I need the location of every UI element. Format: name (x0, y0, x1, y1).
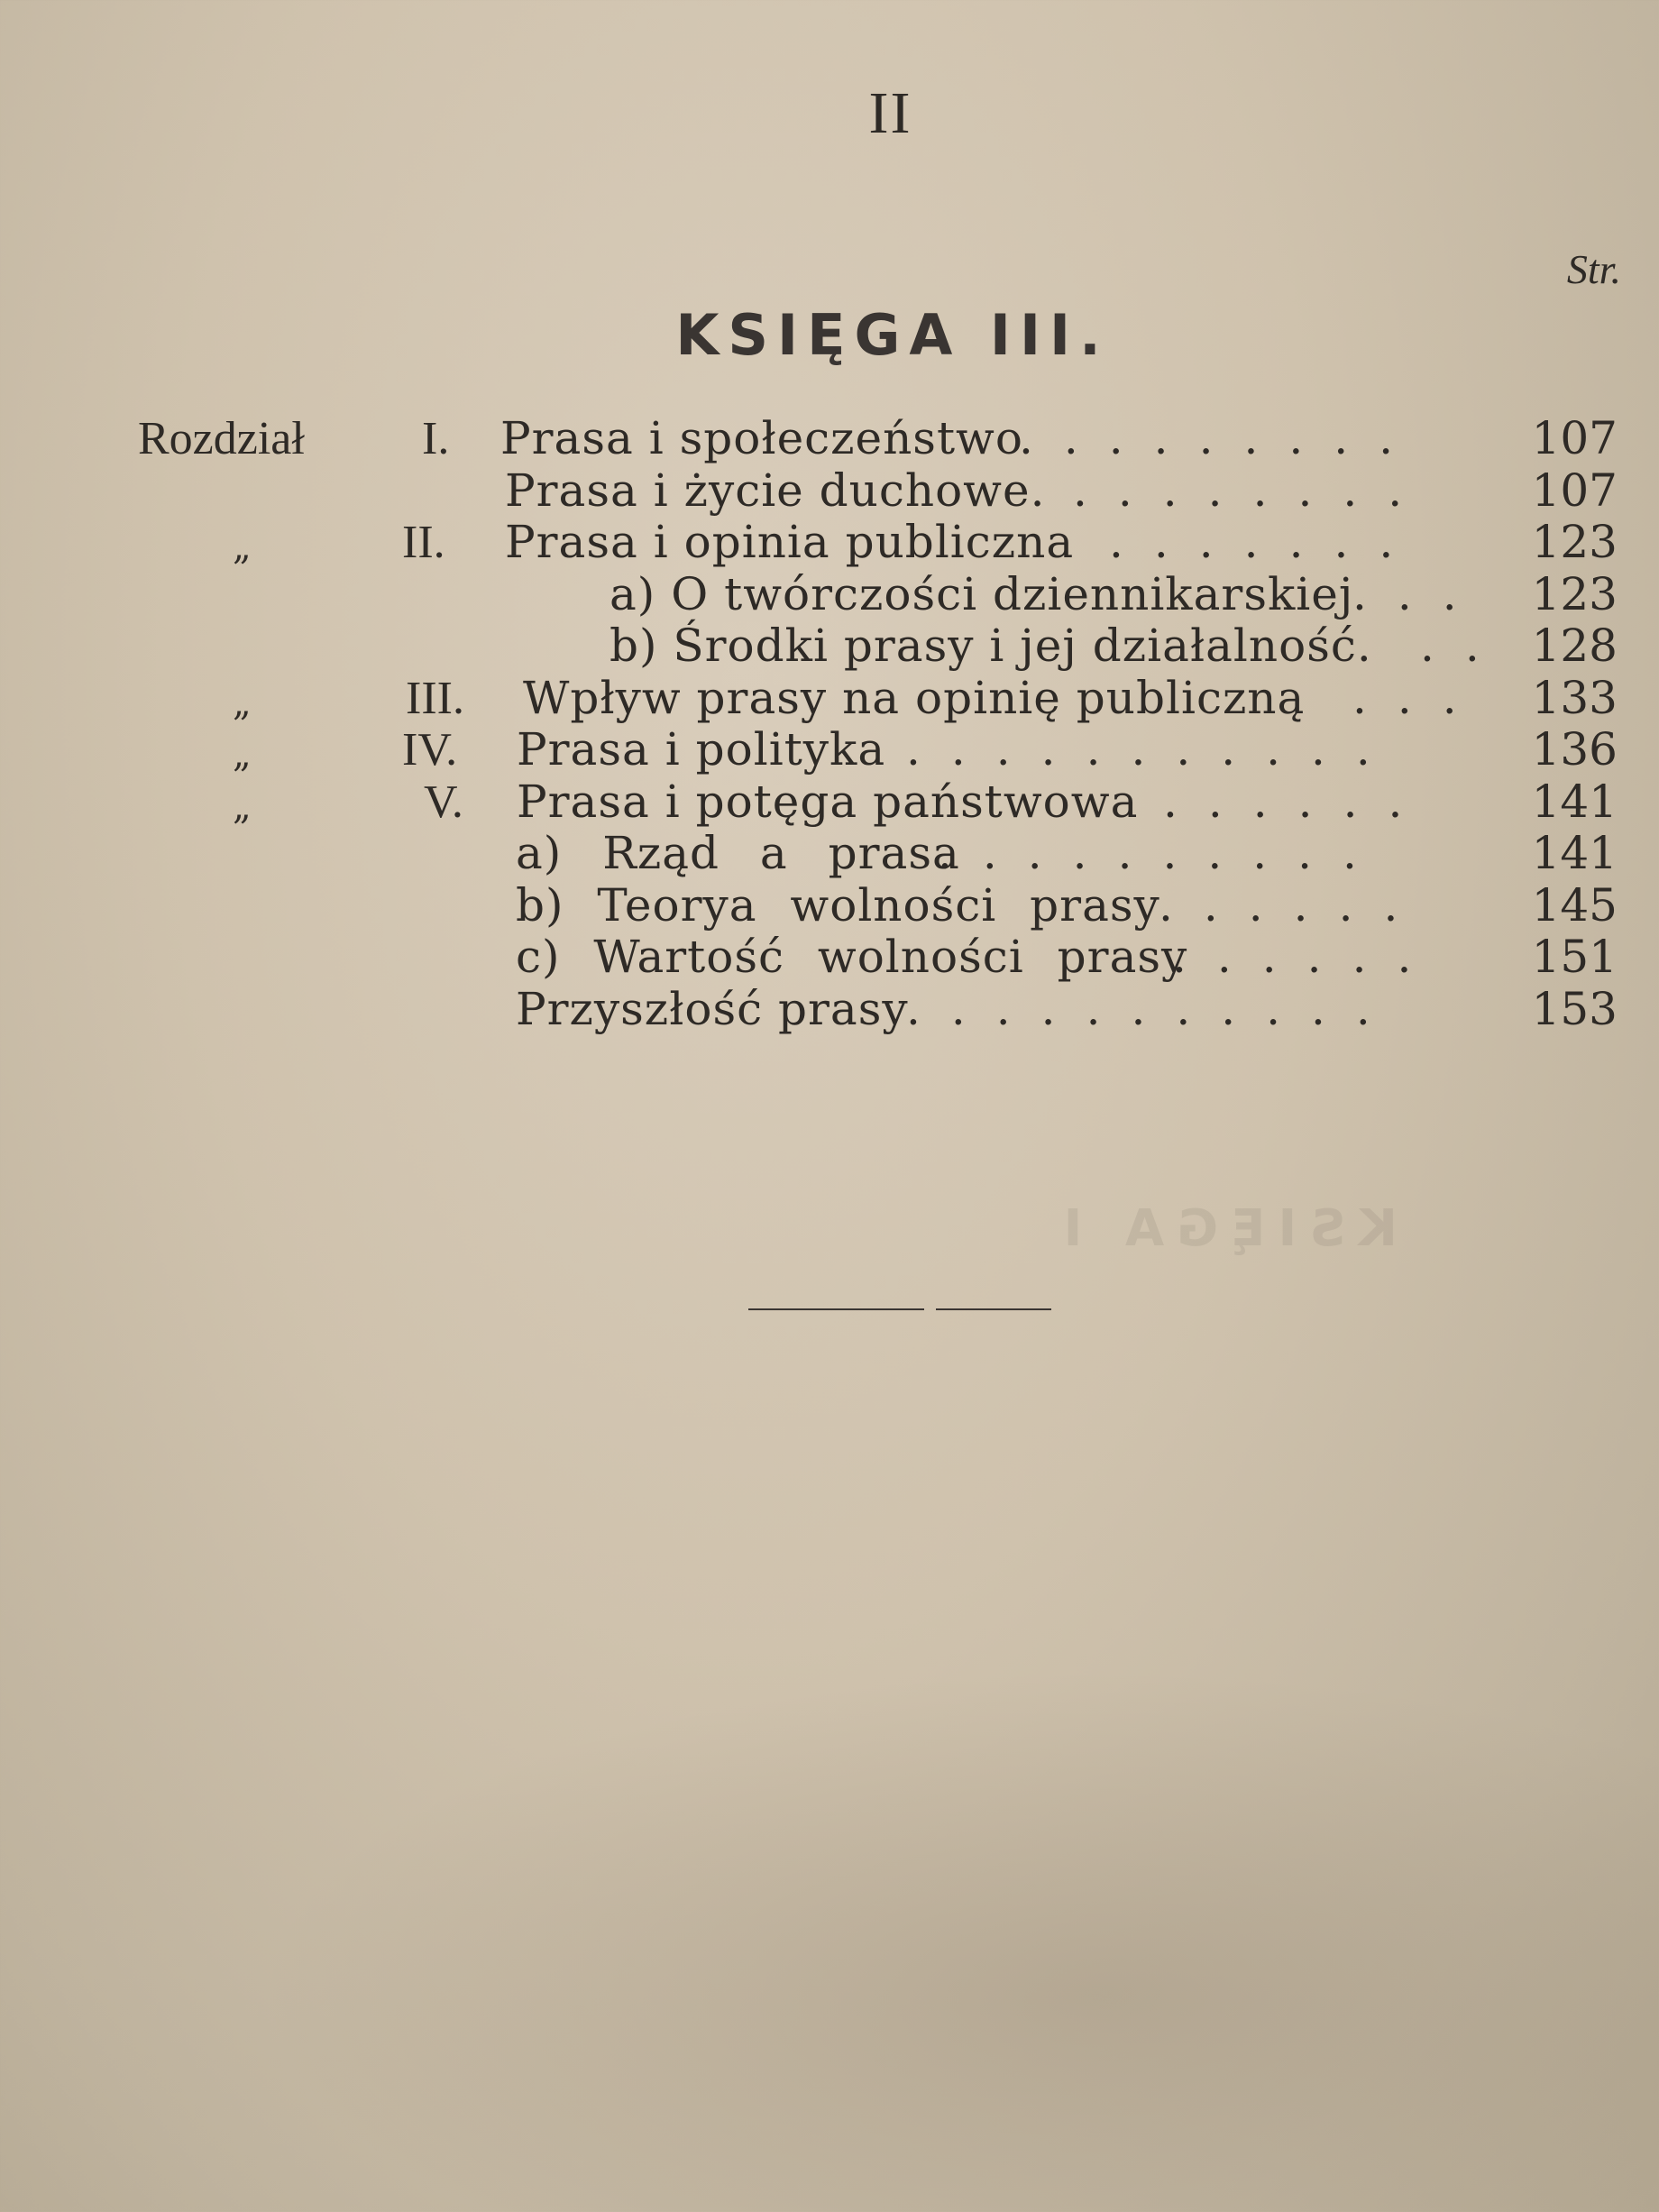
closing-rule-left (748, 1308, 924, 1310)
entry-title: b) Teorya wolności prasy (516, 878, 1160, 932)
dot-leader: ... (1352, 568, 1488, 620)
entry-title: Prasa i życie duchowe. (505, 464, 1046, 517)
dot-leader: ........... (906, 724, 1401, 776)
page-column-label: Str. (1566, 246, 1621, 292)
entry-page: 123 (1531, 567, 1618, 620)
entry-page: 107 (1531, 412, 1618, 464)
closing-rule-right (936, 1308, 1051, 1310)
ditto-mark: „ (233, 682, 252, 724)
entry-title: Prasa i potęga państwowa (517, 775, 1139, 828)
show-through-text: KSIĘGA I (1050, 1199, 1398, 1258)
entry-title: a) Rząd a prasa (516, 827, 960, 879)
entry-title: Prasa i społeczeństwo (500, 412, 1023, 464)
toc-entry (0, 517, 1659, 569)
entry-title: Prasa i opinia publiczna (505, 516, 1075, 568)
dot-leader: ....... (1109, 517, 1425, 568)
entry-page: 141 (1531, 827, 1618, 879)
ditto-mark: „ (233, 785, 252, 828)
entry-page: 107 (1531, 464, 1618, 517)
toc-entry (0, 880, 1659, 932)
dot-leader: ......... (1019, 413, 1425, 464)
dot-leader: ...... (1163, 776, 1434, 828)
chapter-numeral: III. (406, 672, 464, 724)
dot-leader: .......... (938, 828, 1388, 879)
dot-leader: ........ (1073, 464, 1434, 517)
toc-entry (0, 828, 1659, 880)
entry-page: 151 (1531, 931, 1618, 983)
entry-title: b) Środki prasy i jej działalność. (610, 620, 1372, 672)
toc-entry (0, 413, 1659, 465)
entry-page: 123 (1531, 516, 1618, 568)
chapter-numeral: II. (402, 517, 445, 568)
toc-entry (0, 724, 1659, 776)
book-title: KSIĘGA III. (675, 302, 1110, 368)
dot-leader: ...... (1159, 879, 1429, 932)
toc-entry (0, 673, 1659, 725)
toc-entry (0, 569, 1659, 621)
table-of-contents (0, 413, 1659, 1035)
toc-entry (0, 984, 1659, 1036)
ditto-mark: „ (233, 734, 252, 776)
entry-page: 153 (1531, 982, 1618, 1035)
page-number: II (868, 80, 912, 146)
toc-entry (0, 620, 1659, 673)
dot-leader: .. (1420, 620, 1510, 672)
entry-page: 133 (1531, 671, 1618, 724)
entry-page: 145 (1531, 878, 1618, 932)
entry-title: c) Wartość wolności prasy (516, 931, 1188, 983)
toc-entry (0, 776, 1659, 829)
chapter-numeral: I. (422, 413, 450, 464)
entry-title: Wpływ prasy na opinię publiczną (523, 671, 1306, 724)
dot-leader: ...... (1172, 932, 1443, 983)
chapter-numeral: IV. (402, 724, 458, 776)
toc-entry (0, 465, 1659, 518)
page-shadow (252, 1668, 1659, 2212)
dot-leader: ........... (906, 983, 1401, 1035)
entry-title: Prasa i polityka (517, 723, 886, 776)
entry-title: a) O twórczości dziennikarskiej (610, 567, 1354, 620)
dot-leader: ... (1352, 672, 1488, 724)
chapter-numeral: V. (424, 776, 463, 828)
entry-title: Przyszłość prasy (516, 982, 909, 1035)
chapter-label: Rozdział (138, 413, 305, 464)
ditto-mark: „ (233, 527, 252, 568)
entry-page: 141 (1531, 775, 1618, 828)
entry-page: 128 (1531, 620, 1618, 672)
entry-page: 136 (1531, 723, 1618, 776)
toc-entry (0, 932, 1659, 984)
